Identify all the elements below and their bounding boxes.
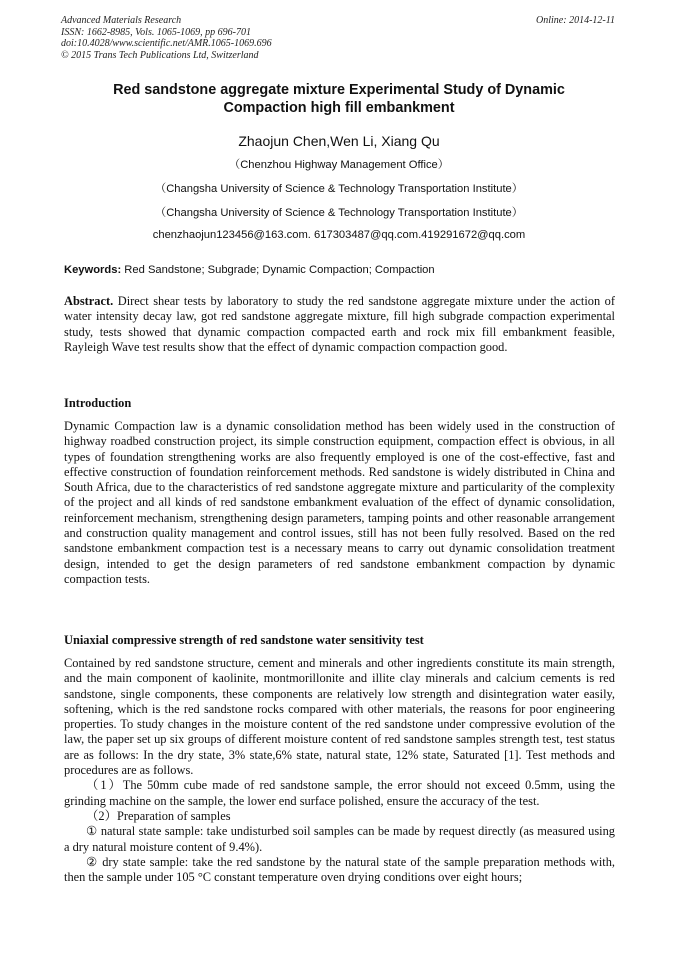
journal-name: Advanced Materials Research [61, 15, 182, 26]
uniaxial-heading: Uniaxial compressive strength of red sandstone water sensitivity test [64, 633, 424, 647]
keywords-label: Keywords: [64, 264, 122, 276]
step-1-paragraph: （1）The 50mm cube made of red sandstone sample, the error should not exceed 0.5mm, using the grinding machine on the sample, the lower end surface polished, ensure the accuracy of the test. [64, 778, 615, 808]
dry-state-paragraph: ② dry state sample: take the red sandstone by the natural state of the sample preparation methods with, then the sample under 105 °C constant temperature oven drying conditions over eight hours; [64, 854, 615, 885]
copyright-line: © 2015 Trans Tech Publications Ltd, Switzerland [61, 49, 259, 61]
step-2-heading: （2）Preparation of samples [86, 808, 231, 823]
abstract-label: Abstract. [64, 294, 114, 308]
introduction-paragraph: Dynamic Compaction law is a dynamic consolidation method has been widely used in the construction of highway roadbed construction project, its simple construction equipment, compaction effect is obvious, in all types of foundation strengthening works are also frequently employed is one of the cost-effective, fast and effective construction of foundation reinforcement methods. Red sandstone is widely distributed in China and South Africa, due to the characteristics of red sandstone aggregate mixture and particularity of the complexity of the project and all kinds of red sandstone embankment evaluation of the effect of dynamic consolidation, reinforcement mechanism, strengthening design parameters, tamping points and other reasonable arrangement and construction quality management and control issues, still has not been fully resolved. Based on the red sandstone embankment compaction test is a necessary means to carry out dynamic consolidation treatment design, intended to get the design parameters of red sandstone embankment compaction by dynamic compaction tests. [64, 419, 615, 586]
author-list: Zhaojun Chen,Wen Li, Xiang Qu [238, 133, 440, 149]
affiliation-2: （Changsha University of Science & Technology Transportation Institute） [155, 183, 523, 195]
online-date: Online: 2014-12-11 [536, 15, 615, 26]
uniaxial-paragraph: Contained by red sandstone structure, cement and minerals and other ingredients constitute its main strength, and the main component of kaolinite, montmorillonite and illite clay minerals and calcium cements is red sandstone, single components, these components are relatively low strength and disintegration water easily, softening, which is the red sandstone rocks compared with other materials, the reasons for poor engineering properties. To study changes in the moisture content of the red sandstone under compressive evolution of the law, the paper set up six groups of different moisture content of red sandstone samples strength test, test status are as follows: In the dry state, 3% state,6% state, natural state, 12% state, Saturated [1]. Test methods and procedures are as follows. [64, 656, 615, 778]
affiliation-1: （Chenzhou Highway Management Office） [229, 159, 449, 171]
introduction-heading: Introduction [64, 396, 132, 410]
keywords [64, 263, 435, 277]
abstract [64, 294, 615, 355]
issn-line: ISSN: 1662-8985, Vols. 1065-1069, pp 696-701 [61, 26, 251, 38]
uniaxial-section [64, 656, 615, 885]
affiliation-3: （Changsha University of Science & Technology Transportation Institute） [155, 207, 523, 219]
keywords-text: Red Sandstone; Subgrade; Dynamic Compaction; Compaction [121, 264, 435, 276]
abstract-text: Direct shear tests by laboratory to study the red sandstone aggregate mixture under the action of water intensity decay law, got red sandstone aggregate mixture, fill high subgrade compaction experimental study, tests showed that dynamic compaction compacted earth and rock mix fill embankment feasible, Rayleigh Wave test results show that the effect of dynamic compaction compaction good. [64, 294, 615, 354]
doi-line: doi:10.4028/www.scientific.net/AMR.1065-1069.696 [61, 38, 272, 50]
paper-title: Red sandstone aggregate mixture Experimental Study of Dynamic Compaction high fill embankment [113, 82, 565, 116]
journal-header [61, 15, 272, 61]
author-emails: chenzhaojun123456@163.com. 617303487@qq.com.419291672@qq.com [152, 229, 526, 241]
natural-state-paragraph: ① natural state sample: take undisturbed soil samples can be made by request directly (as measured using a dry natural moisture content of 9.4%). [64, 824, 615, 854]
